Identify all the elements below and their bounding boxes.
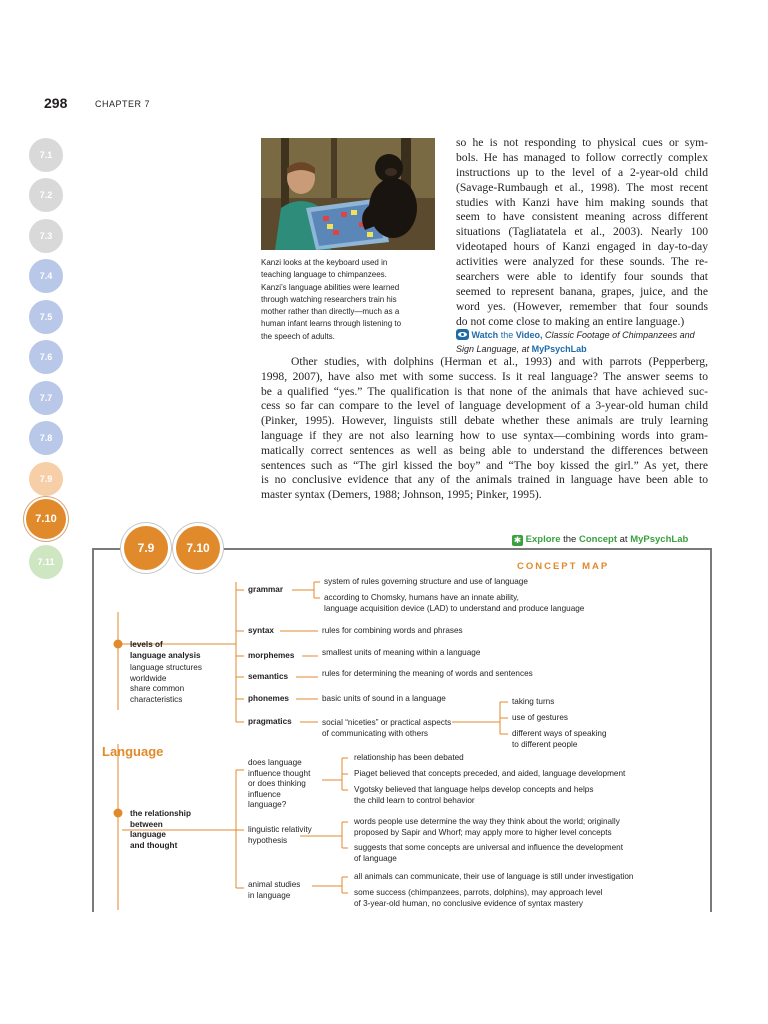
q3-item-line: some success (chimpanzees, parrots, dolphins), may approach level: [354, 888, 603, 897]
section-tab-7-11[interactable]: 7.11: [29, 545, 63, 579]
pragmatics-item-line: different ways of speaking: [512, 729, 607, 738]
grammar-def-line: according to Chomsky, humans have an innate ability,: [324, 593, 519, 602]
video-title-2: Sign Language,: [456, 344, 520, 354]
section-tab-7-10[interactable]: 7.10: [26, 499, 66, 539]
question-line: in language: [248, 890, 291, 900]
concept-map-root: Language: [102, 744, 164, 759]
video-title-1: Classic Footage of Chimpanzees and: [542, 330, 695, 340]
q3-item: [354, 888, 602, 909]
q2-item-line: of language: [354, 853, 397, 863]
q2-item: [354, 843, 623, 864]
section-tab-7-7[interactable]: 7.7: [29, 381, 63, 415]
levels-note-line: language structures: [130, 663, 202, 672]
section-tab-7-2[interactable]: 7.2: [29, 178, 63, 212]
para-line: is no conclusive evidence that any of the animals trained in language have been able to: [261, 473, 708, 487]
page-number: 298: [44, 95, 68, 111]
explore-word: Explore: [525, 534, 561, 545]
question-line: hypothesis: [248, 835, 288, 845]
caption-line: teaching language to chimpanzees.: [261, 270, 387, 280]
q2-item-line: suggests that some concepts are universal and influence the development: [354, 843, 623, 852]
col-right-line: bols. He has managed to follow correctly complex: [456, 150, 708, 164]
levels-note-line: share common: [130, 684, 185, 693]
thought-label-line: language: [130, 830, 166, 839]
question-line: does language: [248, 758, 302, 767]
col-right-line: instructions up to the level of a 2-year-old child: [456, 165, 708, 179]
col-right-line: studies with Kanzi have him making sounds that: [456, 195, 708, 209]
grammar-def-line: language acquisition device (LAD) to understand and produce language: [324, 603, 585, 613]
pragmatics-item: taking turns: [512, 697, 555, 706]
col-right-line: activities were analyzed for these sounds. The re-: [456, 255, 708, 269]
watch-the: the: [498, 330, 516, 340]
thought-label-line: and thought: [130, 840, 178, 850]
col-right-line: seemed to represent banana, grapes, juice, and the: [456, 284, 708, 298]
question-line: influence: [248, 789, 281, 799]
col-right-line: do not come close to making an entire language.): [456, 314, 685, 328]
question-line: language?: [248, 800, 287, 809]
badge-7-9[interactable]: 7.9: [124, 526, 168, 570]
levels-note-line: characteristics: [130, 694, 183, 704]
concept-word: Concept: [579, 534, 617, 545]
pragmatics-def-line: social “niceties” or practical aspects: [322, 718, 452, 727]
node-grammar: grammar: [248, 585, 284, 594]
caption-line: the speech of adults.: [261, 331, 335, 341]
q1-item: [354, 785, 593, 806]
q2-item-line: proposed by Sapir and Whorf; may apply more to higher level concepts: [354, 827, 612, 837]
caption-line: mother rather than directly—much as a: [261, 307, 400, 317]
caption-line: through watching researchers train his: [261, 294, 397, 304]
para-line: master syntax (Demers, 1988; Johnson, 1995; Pinker, 1995).: [261, 488, 542, 502]
explore-the: the: [560, 534, 579, 545]
node-phonemes: phonemes: [248, 694, 289, 703]
pragmatics-item-line: to different people: [512, 739, 578, 749]
question-line: or does thinking: [248, 779, 306, 788]
chapter-label: CHAPTER 7: [95, 99, 151, 109]
mypsychlab-link[interactable]: MyPsychLab: [531, 344, 587, 354]
q1-item: relationship has been debated: [354, 753, 464, 762]
caption-line: human infant learns through listening to: [261, 319, 402, 329]
col-right-line: seem to have consistent meaning across different: [456, 210, 708, 224]
pragmatics-item: use of gestures: [512, 713, 568, 722]
watch-at: at: [519, 344, 532, 354]
thought-question-2: [248, 825, 312, 846]
thought-question-3: [248, 880, 300, 901]
pragmatics-def: [322, 718, 451, 739]
question-line: linguistic relativity: [248, 825, 312, 834]
levels-note-line: worldwide: [130, 673, 167, 683]
grammar-def-1: system of rules governing structure and use of language: [324, 577, 528, 586]
para-line: language if they are not also learning how to use syntax—combining words into gram-: [261, 428, 708, 442]
node-semantics: semantics: [248, 672, 289, 681]
q1-item: Piaget believed that concepts preceded, and aided, language development: [354, 769, 626, 778]
section-tab-7-4[interactable]: 7.4: [29, 259, 63, 293]
badge-7-10[interactable]: 7.10: [176, 526, 220, 570]
pragmatics-def-line: of communicating with others: [322, 728, 429, 738]
thought-question-1: [248, 758, 310, 811]
para-line: (Pinker, 1995). However, linguists still debate whether these animals are truly learning: [261, 414, 708, 428]
pragmatics-item: [512, 729, 607, 750]
node-morphemes: morphemes: [248, 651, 295, 660]
col-right-line: videotaped hours of Kanzi engaged in day-to-day: [456, 240, 708, 254]
question-line: influence thought: [248, 768, 311, 778]
section-tab-7-3[interactable]: 7.3: [29, 219, 63, 253]
explore-mypsychlab[interactable]: MyPsychLab: [630, 534, 689, 545]
para-line: Other studies, with dolphins (Herman et al., 1993) and with parrots (Pepperberg,: [291, 355, 708, 368]
grammar-def-2: [324, 593, 584, 614]
section-tab-7-5[interactable]: 7.5: [29, 300, 63, 334]
levels-label: [130, 640, 201, 661]
morphemes-def: smallest units of meaning within a language: [322, 648, 481, 657]
section-tab-7-9[interactable]: 7.9: [29, 462, 63, 496]
levels-label-line: levels of: [130, 640, 163, 649]
q3-item: all animals can communicate, their use of language is still under investigation: [354, 872, 634, 881]
thought-label-line: between: [130, 819, 163, 829]
section-tab-7-1[interactable]: 7.1: [29, 138, 63, 172]
section-tab-7-6[interactable]: 7.6: [29, 340, 63, 374]
caption-line: Kanzi’s language abilities were learned: [261, 282, 400, 292]
para-line: cess so far can compare to the level of language development of a 3-year-old human child: [261, 399, 708, 413]
question-line: animal studies: [248, 880, 301, 889]
levels-note: [130, 663, 202, 705]
q1-item-line: the child learn to control behavior: [354, 795, 475, 805]
col-right-line: situations (Tagliatatela et al., 2003). Nearly 100: [456, 225, 708, 239]
q1-item-line: Vgotsky believed that language helps develop concepts and helps: [354, 785, 594, 794]
levels-label-line: language analysis: [130, 650, 201, 660]
q2-item-line: words people use determine the way they think about the world; originally: [354, 817, 620, 826]
para-line: matically correct sentences as well as being able to understand the differences between: [261, 443, 708, 457]
gear-icon: ✱: [513, 535, 522, 545]
explore-at: at: [617, 534, 631, 545]
para-line: sentences such as “The girl kissed the boy” and “The boy kissed the girl.” As yet, there: [261, 458, 708, 472]
concept-map-title: CONCEPT MAP: [517, 561, 610, 572]
caption-line: Kanzi looks at the keyboard used in: [261, 258, 388, 267]
syntax-def: rules for combining words and phrases: [322, 626, 463, 635]
col-right-line: searchers were able to identify four sounds that: [456, 270, 708, 284]
col-right-line: so he is not responding to physical cues or sym-: [456, 136, 708, 149]
watch-word: Watch: [471, 330, 499, 340]
q2-item: [354, 817, 620, 838]
phonemes-def: basic units of sound in a language: [322, 694, 446, 703]
node-syntax: syntax: [248, 626, 274, 635]
thought-label-line: the relationship: [130, 809, 191, 818]
section-tab-7-8[interactable]: 7.8: [29, 421, 63, 455]
node-pragmatics: pragmatics: [248, 717, 292, 726]
video-word: Video,: [515, 330, 543, 340]
q3-item-line: of 3-year-old human, no conclusive evidence of syntax mastery: [354, 898, 583, 908]
semantics-def: rules for determining the meaning of words and sentences: [322, 669, 533, 678]
para-line: be a qualified “yes.” The qualification is that none of the animals that have achieved suc-: [261, 384, 708, 398]
col-right-line: (Savage-Rumbaugh et al., 1998). The most recent: [456, 180, 708, 194]
thought-label: [130, 809, 191, 851]
col-right-line: word yes. (However, remember that four sounds: [456, 299, 708, 313]
para-line: 1998, 2007), have also met with some success. Is it real language? The answer seems to: [261, 369, 708, 383]
